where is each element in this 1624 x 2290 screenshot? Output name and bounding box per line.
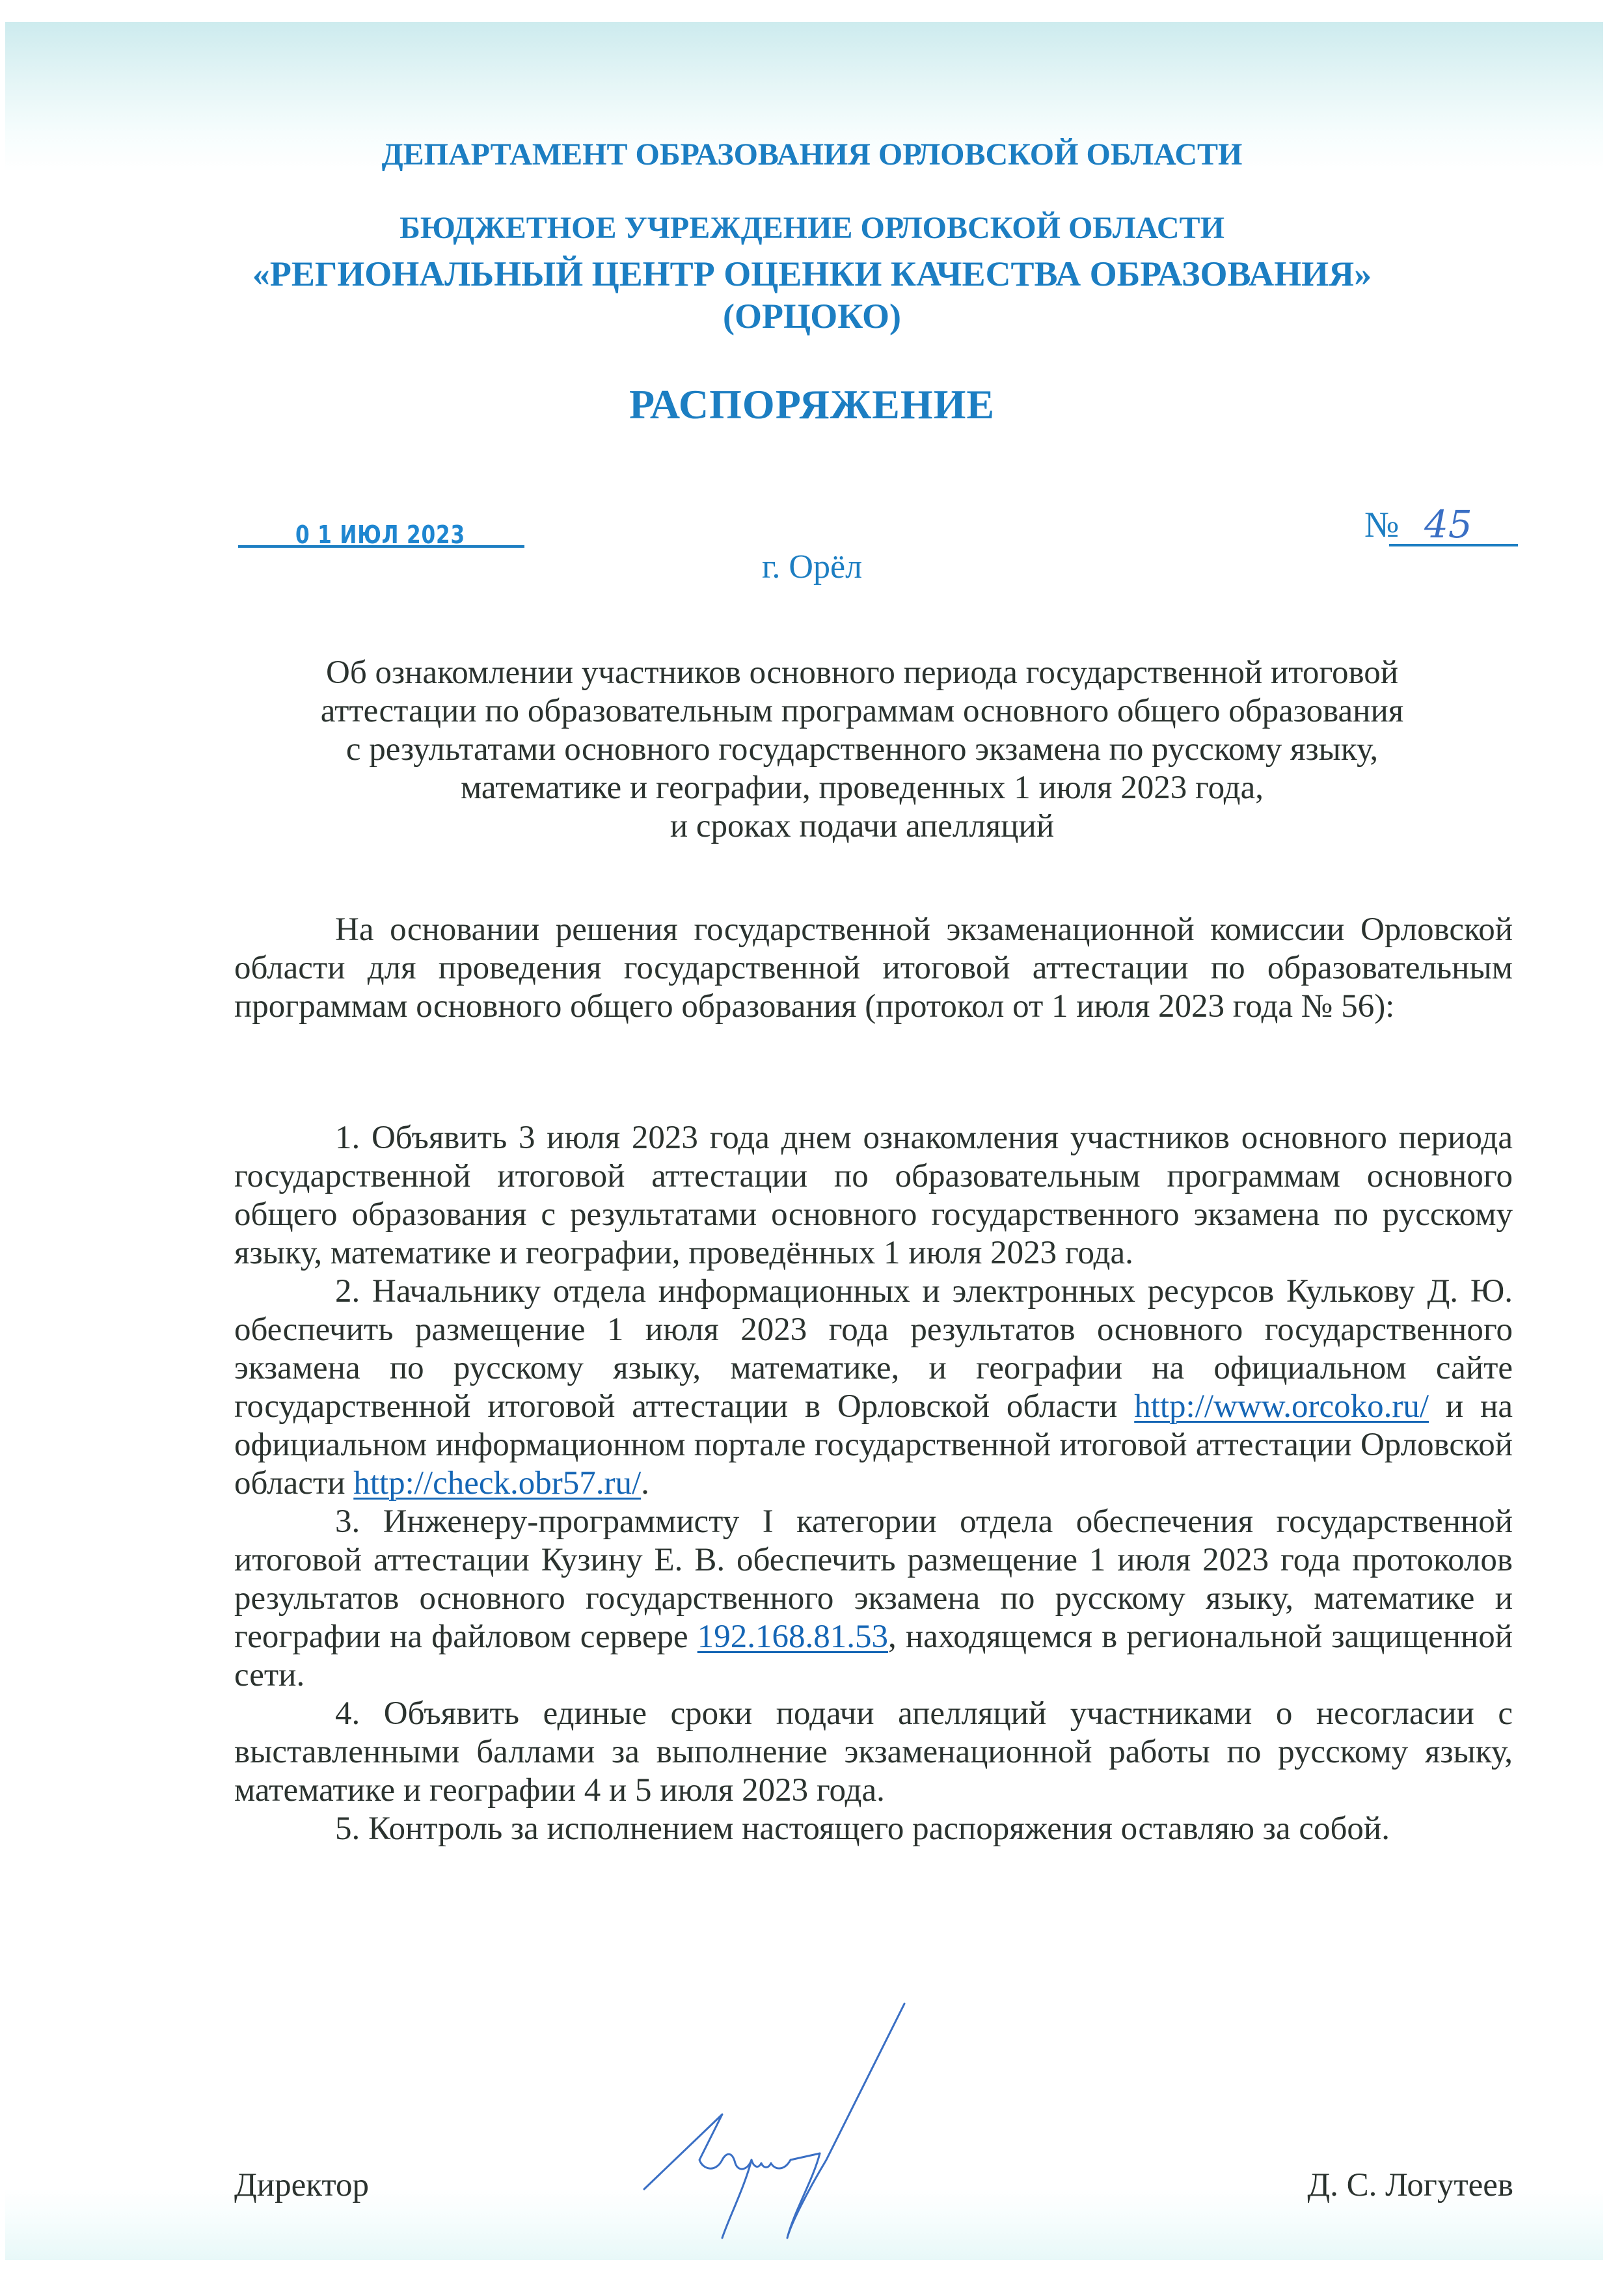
number-sign: №	[1364, 505, 1400, 545]
signature-stroke	[787, 2004, 904, 2238]
signer-name: Д. С. Логутеев	[1307, 2167, 1513, 2203]
order-item-1: 1. Объявить 3 июля 2023 года днем ознакомления участников основного периода государственной итоговой аттестации по образовательным программам основного общего образования с результатами основного государственного экзамена по русскому языку, математике и географии, проведённых 1 июля 2023 года.	[234, 1120, 1513, 1271]
subject-line: Об ознакомлении участников основного периода государственной итоговой	[326, 654, 1398, 691]
handwritten-number: 45	[1424, 502, 1472, 546]
document-subject	[228, 654, 1496, 846]
preamble-section	[234, 911, 1513, 1026]
item-2-text-start: 2. Начальнику отдела информационных и электронных ресурсов Кулькову Д. Ю. обеспечить размещение 1 июля 2023 года результатов основного государственного экзамена по русскому языку, математике, и географии на официальном сайте государственной итоговой аттестации в Орловской области	[234, 1273, 1513, 1425]
signature-stroke	[722, 2160, 751, 2238]
file-server-link[interactable]: 192.168.81.53	[697, 1619, 888, 1655]
item-3-text-end: , находящемся в региональной защищенной сети.	[234, 1619, 1513, 1693]
item-3-text-start: 3. Инженеру-программисту I категории отдела обеспечения государственной итоговой аттестации Кузину Е. В. обеспечить размещение 1 июля 2023 года протоколов результатов основного государственного экзамена по русскому языку, математике и географии на файловом сервере	[234, 1503, 1513, 1655]
institution-type-heading: БЮДЖЕТНОЕ УЧРЕЖДЕНИЕ ОРЛОВСКОЙ ОБЛАСТИ	[399, 211, 1225, 245]
number-field	[1389, 502, 1518, 546]
department-heading: ДЕПАРТАМЕНТ ОБРАЗОВАНИЯ ОРЛОВСКОЙ ОБЛАСТИ	[381, 137, 1243, 172]
item-2-text-end: .	[641, 1465, 649, 1502]
date-field	[238, 506, 524, 548]
subject-line: аттестации по образовательным программам основного общего образования	[320, 693, 1404, 729]
handwritten-signature	[625, 1965, 950, 2244]
order-item-3	[234, 1503, 1513, 1695]
document-type-title: РАСПОРЯЖЕНИЕ	[629, 381, 995, 427]
subject-line: и сроках подачи апелляций	[670, 808, 1055, 844]
item-2-text-middle: и на официальном информационном портале государственной итоговой аттестации Орловской области	[234, 1388, 1513, 1502]
order-item-2	[234, 1273, 1513, 1503]
institution-name-heading: «РЕГИОНАЛЬНЫЙ ЦЕНТР ОЦЕНКИ КАЧЕСТВА ОБРАЗОВАНИЯ»	[252, 254, 1372, 293]
subject-line: с результатами основного государственного экзамена по русскому языку,	[345, 731, 1379, 768]
preamble-paragraph: На основании решения государственной экзаменационной комиссии Орловской области для проведения государственной итоговой аттестации по образовательным программам основного общего образования (протокол от 1 июля 2023 года № 56):	[234, 911, 1513, 1025]
signer-title: Директор	[234, 2167, 369, 2203]
order-item-4: 4. Объявить единые сроки подачи апелляций участниками о несогласии с выставленными баллами за выполнение экзаменационной работы по русскому языку, математике и географии 4 и 5 июля 2023 года.	[234, 1695, 1513, 1809]
date-stamp: 0 1 ИЮЛ 2023	[295, 520, 466, 549]
check-portal-link[interactable]: http://check.obr57.ru/	[353, 1465, 642, 1502]
orcoko-site-link[interactable]: http://www.orcoko.ru/	[1134, 1388, 1429, 1425]
city-label: г. Орёл	[761, 548, 863, 586]
institution-abbr-heading: (ОРЦОКО)	[722, 297, 902, 336]
subject-line: математике и географии, проведенных 1 июля 2023 года,	[460, 770, 1264, 806]
order-item-5: 5. Контроль за исполнением настоящего распоряжения оставляю за собой.	[335, 1811, 1390, 1847]
signature-stroke	[644, 2114, 820, 2189]
order-items	[234, 1119, 1513, 1848]
